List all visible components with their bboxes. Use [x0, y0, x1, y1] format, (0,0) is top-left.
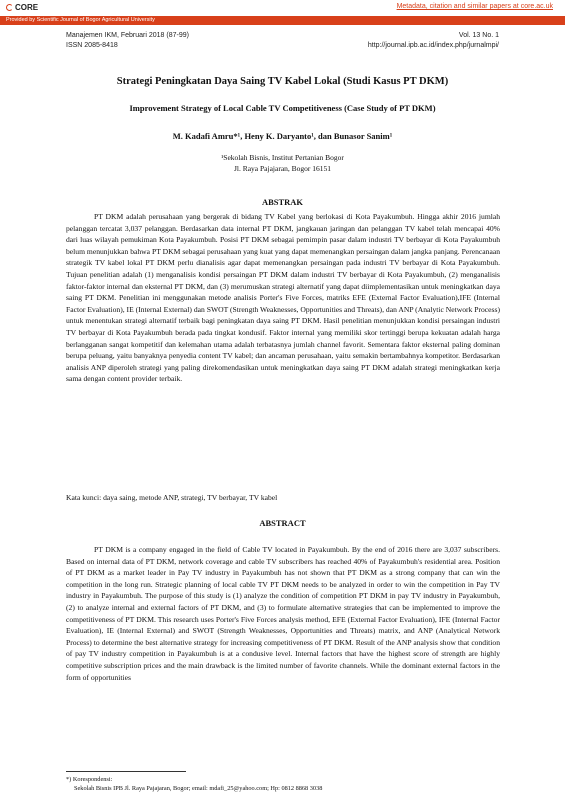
journal-url: http://journal.ipb.ac.id/index.php/jurnalmpi/ [367, 41, 499, 49]
core-logo-icon [6, 4, 13, 11]
affiliation-line-2: Jl. Raya Pajajaran, Bogor 16151 [233, 164, 332, 173]
journal-header-left [66, 31, 189, 50]
abstrak-text: PT DKM adalah perusahaan yang bergerak di bidang TV Kabel yang berlokasi di Kota Payakumbuh. Hingga akhir 2016 jumlah pelanggan tercatat 3,037 pelanggan. Berdasarkan data internal PT DKM, jangkauan jaringan dan pelanggan TV kabel telah mencapai 40% dari luas wilayah pemukiman Kota Payakumbuh. Posisi PT DKM sebagai pemimpin pasar dalam industri TV berbayar di Kota Payakumbuh belum menunjukkan bahwa PT DKM sebagai perusahaan yang kuat yang dapat memenangkan persaingan dalam jangka panjang. Perencanaan strategik TV kabel lokal PT DKM perlu dianalisis agar dapat memenangkan persaingan pada industri TV berbayar di Kota Payakumbuh. Tujuan penelitian adalah (1) menganalisis kondisi persaingan PT DKM dalam industri TV berbayar di Kota Payakumbuh, (2) menganalisis faktor-faktor internal dan eksternal PT DKM, dan (3) merumuskan strategi alternatif yang dapat diimplementasikan untuk meningkatkan daya saing PT DKM. Penelitian ini menggunakan metode analisis Porter's Five Forces, matriks EFE (External Factor Evaluation),IFE (Internal Factor Evaluation), IE (Internal External) dan SWOT (Strength Weaknesses, Opportunities and Threats), dan ANP (Analytic Network Process) untuk menentukan strategi alternatif terbaik bagi peningkatan daya saing PT DKM. Hasil penelitian menunjukkan kondisi persaingan industri TV berbayar di Kota Payakumbuh berada pada tingkat kondusif. Faktor internal yang memiliki skor tertinggi berupa kekuatan adalah harga berlangganan sangat kompetitif dan kelemahan utama adalah terbatasnya jumlah channel favorit. Sementara faktor eksternal paling dominan berupa peluang, yaitu banyaknya penyedia content TV kabel; dan ancaman perusahaan, yaitu semakin bertambahnya kompetitor. Berdasarkan analisis ANP diperoleh strategi yang paling direkomendasikan untuk meningkatkan daya saing PT DKM adalah strategi meningkatkan kerja sama dengan content provider terbaik. [66, 212, 500, 384]
journal-header-right [368, 31, 499, 50]
provider-text[interactable]: Provided by Scientific Journal of Bogor Agricultural University [6, 17, 155, 23]
affiliation [40, 152, 525, 174]
abstract-body [66, 544, 500, 683]
footnote-contact: Sekolah Bisnis IPB Jl. Raya Pajajaran, Bogor; email: mdafi_25@yahoo.com; Hp: 0812 8868 3038 [74, 785, 323, 792]
core-logo[interactable] [6, 3, 38, 12]
footnote [66, 775, 322, 793]
paper-authors: M. Kadafi Amru*¹, Heny K. Daryanto¹, dan Bunasor Sanim¹ [172, 131, 393, 141]
paper-title: Strategi Peningkatan Daya Saing TV Kabel Lokal (Studi Kasus PT DKM) [116, 76, 449, 87]
provider-bar [0, 16, 565, 25]
journal-issue: Manajemen IKM, Februari 2018 (87-99) [66, 32, 189, 39]
footnote-rule [66, 771, 186, 772]
abstract-heading: ABSTRACT [259, 518, 306, 528]
abstrak-heading: ABSTRAK [261, 197, 304, 207]
paper-subtitle: Improvement Strategy of Local Cable TV Competitiveness (Case Study of PT DKM) [129, 103, 436, 113]
core-metadata-link[interactable]: Metadata, citation and similar papers at core.ac.uk [396, 3, 553, 10]
affiliation-line-1: ¹Sekolah Bisnis, Institut Pertanian Bogor [221, 153, 344, 162]
abstract-text: PT DKM is a company engaged in the field of Cable TV located in Payakumbuh. By the end of 2016 there are 3,037 subscribers. Based on internal data of PT DKM, network coverage and cable TV subscribers has reached 40% of Payakumbuh's residential area. Position of PT DKM as a market leader in Pay TV industry in Payakumbuh has not shown that PT DKM as a strong company that can win the competition in the long run. Strategic planning of local cable TV PT DKM needs to be analyzed in order to win the competition in Pay TV industry in Payakumbuh. The purpose of this study is (1) analyze the condition of competition PT DKM in pay TV industry in Payakumbuh, (2) to analyze internal and external factors of PT DKM, and (3) to formulate alternative strategies that can be implemented to improve the competitiveness of PT DKM. This research uses Porter's Five Forces analysis method, EFE (External Factor Evaluation), IFE (Internal Factor Evaluation), IE (Internal External) and SWOT (Strength Weaknesses, Opportunities and Threats) matrix, and ANP (Analytical Network Process) to determine the best alternative strategy for increasing competitiveness of PT DKM. Result of the ANP analysis show that condition of pay TV industry competition in Payakumbuh is at a condusive level. Internal factors that have the highest score of strength are highly competitive subscription prices and the main drawback is the limited number of favorite channels. While the dominant external factors in the form of opportunities [66, 545, 500, 682]
abstrak-body [66, 211, 500, 385]
core-logo-text: CORE [15, 3, 39, 12]
journal-volume: Vol. 13 No. 1 [458, 32, 499, 39]
keywords: Kata kunci: daya saing, metode ANP, strategi, TV berbayar, TV kabel [66, 493, 278, 502]
footnote-label: *) Korespondensi: [66, 776, 113, 783]
journal-issn: ISSN 2085-8418 [66, 41, 118, 49]
core-header-bar [0, 0, 565, 16]
